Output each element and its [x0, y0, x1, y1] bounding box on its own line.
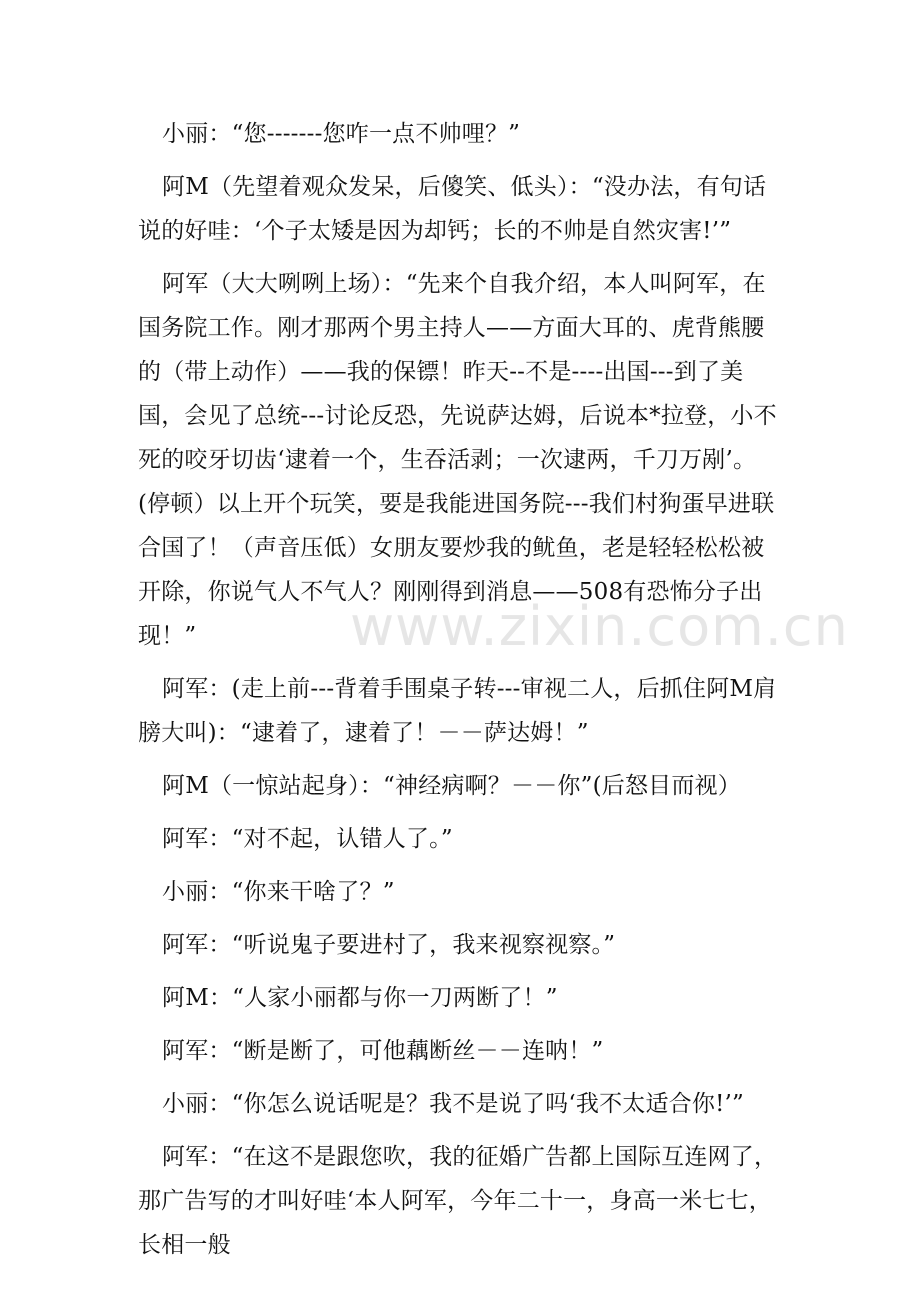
paragraph-am-2: 阿M（一惊站起身）：“神经病啊？－－你”(后怒目而视）: [162, 773, 741, 799]
script-text: [138, 112, 786, 1276]
paragraph-ajun-1: 阿军（大大咧咧上场）：“先来个自我介绍，本人叫阿军，在国务院工作。刚才那两个男主持人——方面大耳的、虎背熊腰的（带上动作）——我的保镖！昨天--不是----出国---到了美国，会见了总统---讨论反恐，先说萨达姆，后说本*拉登，小不死的咬牙切齿‘逮着一个，生吞活剥；一次逮两，千刀万剐’。(停顿）以上开个玩笑，要是我能进国务院---我们村狗蛋早进联合国了！（声音压低）女朋友要炒我的鱿鱼，老是轻轻松松被开除，你说气人不气人？刚刚得到消息——508有恐怖分子出现！”: [138, 271, 777, 649]
paragraph-xiaoli-2: 小丽：“你来干啥了？”: [162, 879, 395, 905]
paragraph-am-3: 阿M：“人家小丽都与你一刀两断了！”: [162, 985, 558, 1011]
paragraph-xiaoli-3: 小丽：“你怎么说话呢是？我不是说了吗‘我不太适合你!’”: [162, 1091, 744, 1117]
paragraph-ajun-2: 阿军：(走上前---背着手围桌子转---审视二人，后抓住阿M肩膀大叫)：“逮着了，逮着了！－－萨达姆！”: [138, 676, 777, 746]
paragraph-xiaoli-1: 小丽：“您-------您咋一点不帅哩？”: [162, 121, 521, 147]
paragraph-ajun-5: 阿军：“断是断了，可他藕断丝－－连呐！”: [162, 1038, 604, 1064]
paragraph-am-1: 阿M（先望着观众发呆，后傻笑、低头）：“没办法，有句话说的好哇：‘个子太矮是因为却钙；长的不帅是自然灾害!’”: [138, 174, 767, 244]
paragraph-ajun-3: 阿军：“对不起，认错人了。”: [162, 826, 453, 852]
paragraph-ajun-6: 阿军：“在这不是跟您吹，我的征婚广告都上国际互连网了，那广告写的才叫好哇‘本人阿军，今年二十一，身高一米七七，长相一般: [138, 1144, 778, 1258]
paragraph-ajun-4: 阿军：“听说鬼子要进村了，我来视察视察。”: [162, 932, 616, 958]
watermark: www.zixin.com.cn: [350, 595, 849, 658]
